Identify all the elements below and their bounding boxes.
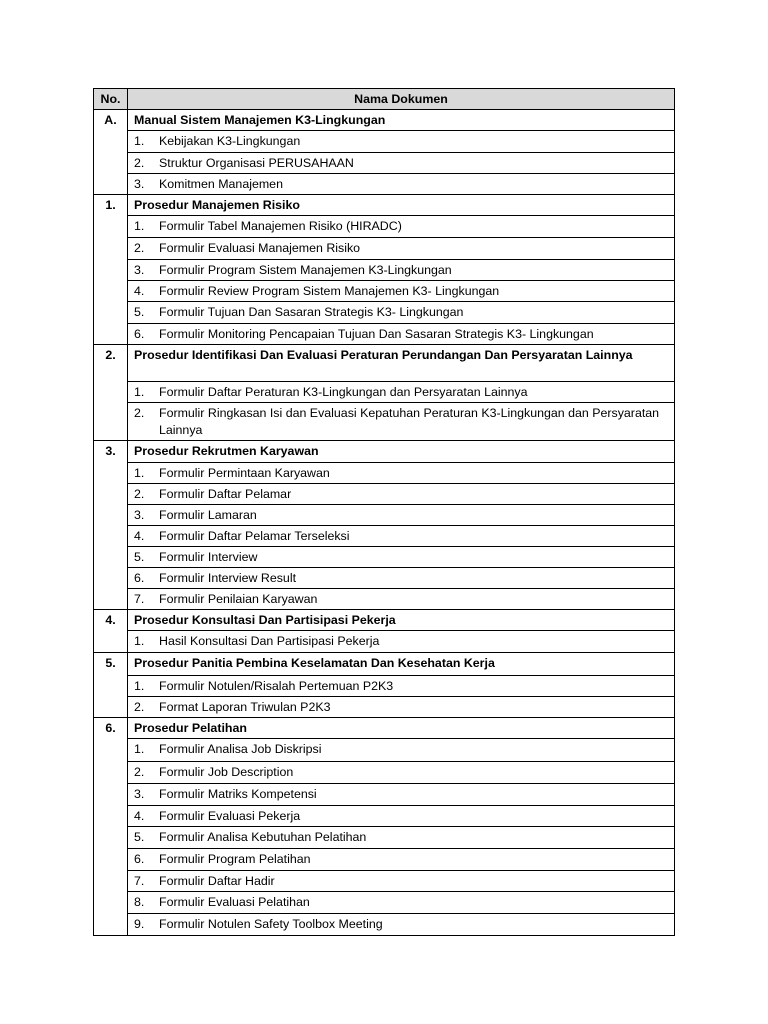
item-text: Formulir Job Description — [159, 765, 294, 779]
document-item-row — [94, 131, 675, 153]
document-item-row — [94, 324, 675, 345]
document-item — [128, 153, 675, 174]
document-item-row — [94, 260, 675, 281]
document-item — [128, 382, 675, 403]
document-item — [128, 631, 675, 653]
item-number: 1. — [134, 219, 145, 233]
document-item-row — [94, 762, 675, 784]
document-item — [128, 174, 675, 195]
section-title: Prosedur Identifikasi Dan Evaluasi Peraturan Perundangan Dan Persyaratan Lainnya — [128, 345, 675, 382]
item-number: 2. — [134, 700, 145, 714]
item-number: 9. — [134, 917, 145, 931]
section-row — [94, 653, 675, 676]
section-row — [94, 610, 675, 631]
document-item-row — [94, 784, 675, 806]
document-item — [128, 762, 675, 784]
item-text: Formulir Tujuan Dan Sasaran Strategis K3- Lingkungan — [159, 305, 464, 319]
section-title: Prosedur Rekrutmen Karyawan — [128, 441, 675, 463]
document-item-row — [94, 153, 675, 174]
document-item — [128, 697, 675, 718]
header-row — [94, 89, 675, 110]
document-item — [128, 914, 675, 936]
item-text: Formulir Monitoring Pencapaian Tujuan Dan Sasaran Strategis K3- Lingkungan — [159, 327, 594, 341]
item-number: 3. — [134, 787, 145, 801]
document-item — [128, 403, 675, 441]
document-item — [128, 806, 675, 827]
document-item-row — [94, 871, 675, 892]
document-item — [128, 547, 675, 568]
item-text: Komitmen Manajemen — [159, 177, 283, 191]
item-text: Formulir Daftar Pelamar — [159, 487, 292, 501]
item-number: 1. — [134, 742, 145, 756]
document-item — [128, 238, 675, 260]
document-item-row — [94, 174, 675, 195]
item-text: Formulir Program Sistem Manajemen K3-Lingkungan — [159, 263, 452, 277]
document-item-row — [94, 216, 675, 238]
document-item — [128, 676, 675, 697]
document-item — [128, 216, 675, 238]
document-item — [128, 526, 675, 547]
document-item — [128, 281, 675, 302]
item-text: Formulir Permintaan Karyawan — [159, 466, 330, 480]
section-title: Prosedur Konsultasi Dan Partisipasi Pekerja — [128, 610, 675, 631]
document-item-row — [94, 806, 675, 827]
item-number: 3. — [134, 263, 145, 277]
section-row — [94, 718, 675, 739]
item-text: Formulir Tabel Manajemen Risiko (HIRADC) — [159, 219, 402, 233]
document-table — [93, 88, 675, 936]
item-number: 5. — [134, 550, 145, 564]
section-number: A. — [94, 110, 128, 195]
item-text: Formulir Ringkasan Isi dan Evaluasi Kepatuhan Peraturan K3-Lingkungan dan Persyaratan Lainnya — [159, 406, 660, 437]
document-item — [128, 739, 675, 762]
item-text: Formulir Interview — [159, 550, 258, 564]
item-text: Formulir Daftar Pelamar Terseleksi — [159, 529, 350, 543]
section-title: Manual Sistem Manajemen K3-Lingkungan — [128, 110, 675, 131]
item-number: 7. — [134, 874, 145, 888]
item-number: 1. — [134, 679, 145, 693]
document-item — [128, 484, 675, 505]
item-text: Formulir Daftar Hadir — [159, 874, 275, 888]
document-item-row — [94, 526, 675, 547]
item-text: Formulir Program Pelatihan — [159, 852, 311, 866]
item-number: 8. — [134, 895, 145, 909]
item-text: Hasil Konsultasi Dan Partisipasi Pekerja — [159, 634, 380, 648]
section-row — [94, 441, 675, 463]
item-number: 1. — [134, 466, 145, 480]
item-text: Formulir Analisa Job Diskripsi — [159, 742, 322, 756]
document-item — [128, 568, 675, 589]
item-number: 1. — [134, 634, 145, 648]
document-item-row — [94, 849, 675, 871]
document-item — [128, 324, 675, 345]
document-item — [128, 827, 675, 849]
document-item-row — [94, 568, 675, 589]
item-number: 3. — [134, 508, 145, 522]
document-item-row — [94, 892, 675, 914]
item-number: 4. — [134, 529, 145, 543]
section-title: Prosedur Pelatihan — [128, 718, 675, 739]
item-number: 2. — [134, 487, 145, 501]
document-item — [128, 849, 675, 871]
item-number: 6. — [134, 327, 145, 341]
item-number: 7. — [134, 592, 145, 606]
document-item-row — [94, 676, 675, 697]
document-item-row — [94, 739, 675, 762]
document-item-row — [94, 547, 675, 568]
item-number: 3. — [134, 177, 145, 191]
document-item-row — [94, 302, 675, 324]
item-text: Formulir Review Program Sistem Manajemen K3- Lingkungan — [159, 284, 500, 298]
item-number: 6. — [134, 852, 145, 866]
section-number: 4. — [94, 610, 128, 653]
document-item-row — [94, 403, 675, 441]
document-item-row — [94, 382, 675, 403]
document-item-row — [94, 505, 675, 526]
document-item — [128, 260, 675, 281]
document-item — [128, 589, 675, 610]
section-row — [94, 110, 675, 131]
item-number: 4. — [134, 284, 145, 298]
document-item — [128, 302, 675, 324]
document-item — [128, 131, 675, 153]
item-number: 2. — [134, 241, 145, 255]
section-number: 6. — [94, 718, 128, 936]
item-number: 5. — [134, 305, 145, 319]
document-item-row — [94, 827, 675, 849]
header-no: No. — [94, 89, 128, 110]
document-item — [128, 463, 675, 484]
section-row — [94, 345, 675, 382]
item-number: 5. — [134, 830, 145, 844]
section-number: 5. — [94, 653, 128, 718]
item-text: Formulir Evaluasi Pelatihan — [159, 895, 310, 909]
document-item — [128, 505, 675, 526]
item-number: 1. — [134, 385, 145, 399]
item-text: Formulir Notulen Safety Toolbox Meeting — [159, 917, 383, 931]
section-row — [94, 195, 675, 216]
section-number: 1. — [94, 195, 128, 345]
item-text: Format Laporan Triwulan P2K3 — [159, 700, 331, 714]
item-text: Formulir Interview Result — [159, 571, 297, 585]
table-body — [94, 110, 675, 936]
document-item-row — [94, 281, 675, 302]
item-number: 6. — [134, 571, 145, 585]
section-number: 3. — [94, 441, 128, 610]
document-item-row — [94, 484, 675, 505]
item-text: Formulir Lamaran — [159, 508, 257, 522]
item-text: Formulir Evaluasi Manajemen Risiko — [159, 241, 361, 255]
header-nama-dokumen: Nama Dokumen — [128, 89, 675, 110]
item-number: 2. — [134, 156, 145, 170]
item-number: 4. — [134, 809, 145, 823]
document-item-row — [94, 463, 675, 484]
section-title: Prosedur Manajemen Risiko — [128, 195, 675, 216]
document-item-row — [94, 631, 675, 653]
item-text: Formulir Evaluasi Pekerja — [159, 809, 301, 823]
item-text: Formulir Penilaian Karyawan — [159, 592, 318, 606]
document-item-row — [94, 914, 675, 936]
item-text: Formulir Matriks Kompetensi — [159, 787, 317, 801]
document-item — [128, 892, 675, 914]
item-text: Formulir Notulen/Risalah Pertemuan P2K3 — [159, 679, 394, 693]
document-item — [128, 871, 675, 892]
item-text: Kebijakan K3-Lingkungan — [159, 134, 301, 148]
section-number: 2. — [94, 345, 128, 441]
document-item-row — [94, 238, 675, 260]
section-title: Prosedur Panitia Pembina Keselamatan Dan Kesehatan Kerja — [128, 653, 675, 676]
document-item-row — [94, 697, 675, 718]
document-item-row — [94, 589, 675, 610]
item-text: Formulir Analisa Kebutuhan Pelatihan — [159, 830, 367, 844]
item-text: Formulir Daftar Peraturan K3-Lingkungan dan Persyaratan Lainnya — [159, 385, 528, 399]
item-number: 2. — [134, 406, 145, 420]
item-text: Struktur Organisasi PERUSAHAAN — [159, 156, 354, 170]
item-number: 2. — [134, 765, 145, 779]
item-number: 1. — [134, 134, 145, 148]
document-item — [128, 784, 675, 806]
